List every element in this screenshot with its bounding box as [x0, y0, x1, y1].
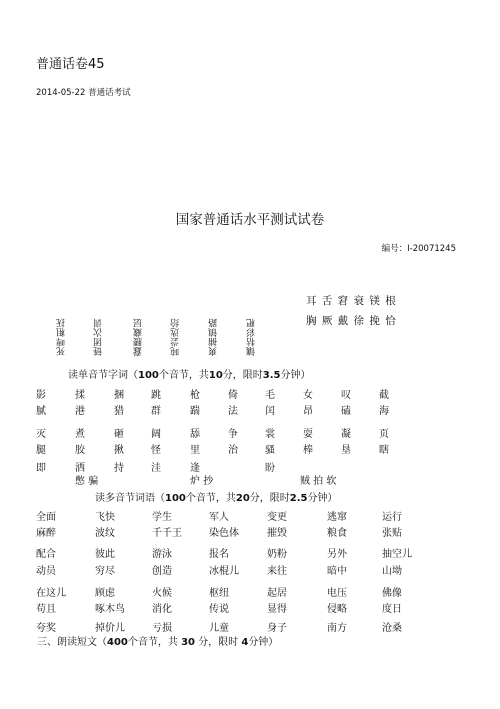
mono-char: 捆: [114, 390, 124, 401]
multi-word: 飞快: [95, 512, 115, 523]
section-reading-heading: 三、朗读短文（400个音节，共 30 分，限时 4分钟）: [37, 637, 279, 648]
mono-char: 踹: [190, 406, 200, 417]
section-mono-heading: 读单音节字词（100个音节，共10分，限时3.5分钟）: [68, 370, 311, 381]
mono-char: 揉: [75, 390, 85, 401]
mono-char: 里: [190, 445, 200, 456]
serial-number: 编号：I-20071245: [381, 244, 456, 254]
mono-char: 裳: [265, 429, 275, 440]
mono-char: 争: [228, 429, 238, 440]
multi-word: 粮食: [327, 528, 347, 539]
document-title: 普通话卷45: [36, 57, 105, 72]
mono-char: 跳: [151, 390, 161, 401]
document-subtitle: 2014-05-22 普通话考试: [36, 88, 131, 98]
multi-word: 儿童: [209, 623, 229, 634]
multi-word: 另外: [327, 549, 347, 560]
multi-word: 全面: [36, 512, 56, 523]
multi-word: 逃窜: [327, 512, 347, 523]
multi-word: 麻醉: [36, 528, 56, 539]
multi-word: 军人: [209, 512, 229, 523]
mono-char: 怪: [151, 445, 161, 456]
mono-char: 舔: [190, 429, 200, 440]
multi-word: 消化: [152, 604, 172, 615]
mono-char: 腿: [36, 445, 46, 456]
multi-word: 南方: [327, 623, 347, 634]
mono-char: 灭: [36, 429, 46, 440]
multi-word: 彼此: [95, 549, 115, 560]
multi-word: 身子: [267, 623, 287, 634]
mono-char: 腻: [36, 406, 46, 417]
multi-word: 掉价儿: [95, 623, 125, 634]
multi-word: 枢纽: [209, 588, 229, 599]
multi-word: 奶粉: [267, 549, 287, 560]
multi-word: 啄木鸟: [95, 604, 125, 615]
multi-word: 运行: [382, 512, 402, 523]
multi-word: 火候: [152, 588, 172, 599]
mono-char: 闰: [265, 406, 275, 417]
vertical-word-4: 吨尝选给: [171, 318, 181, 356]
multi-word: 亏损: [152, 623, 172, 634]
multi-word: 游泳: [152, 549, 172, 560]
extra-chars-2: 炉 抄: [190, 476, 214, 487]
vertical-word-1: 死啤粗抚: [57, 318, 67, 356]
vertical-word-5: 爽捕镇路: [209, 318, 219, 356]
mono-char: 港: [75, 406, 85, 417]
multi-word: 电压: [327, 588, 347, 599]
mono-char: 洼: [151, 463, 161, 474]
multi-word: 变更: [267, 512, 287, 523]
multi-word: 山坳: [382, 566, 402, 577]
multi-word: 佛像: [382, 588, 402, 599]
multi-word: 配合: [36, 549, 56, 560]
vertical-word-6: 镶牯彩粑: [247, 318, 257, 356]
mono-char: 枪: [190, 390, 200, 401]
mono-char: 女: [303, 390, 313, 401]
multi-word: 沧桑: [382, 623, 402, 634]
mono-char: 棒: [303, 445, 313, 456]
multi-word: 抽空儿: [382, 549, 412, 560]
multi-word: 千千王: [152, 528, 182, 539]
mono-char: 倚: [228, 390, 238, 401]
mono-char: 揪: [114, 445, 124, 456]
multi-word: 穷尽: [95, 566, 115, 577]
multi-word: 传说: [209, 604, 229, 615]
mono-char: 即: [36, 463, 46, 474]
mono-char: 煮: [75, 429, 85, 440]
multi-word: 来往: [267, 566, 287, 577]
right-chars-line-1: 耳 舌 窘 衰 镁 根: [306, 295, 397, 307]
mono-char: 叹: [341, 390, 351, 401]
multi-word: 冰棍儿: [209, 566, 239, 577]
multi-word: 显得: [267, 604, 287, 615]
mono-char: 毛: [265, 390, 275, 401]
multi-word: 学生: [152, 512, 172, 523]
multi-word: 张贴: [382, 528, 402, 539]
extra-chars-3: 贼 拍 软: [300, 476, 337, 487]
mono-char: 胶: [75, 445, 85, 456]
extra-chars-1: 憋 骗: [75, 476, 99, 487]
mono-char: 影: [36, 390, 46, 401]
right-chars-line-2: 胸 厥 戴 徐 挽 恰: [306, 315, 397, 327]
multi-word: 波纹: [95, 528, 115, 539]
multi-word: 创造: [152, 566, 172, 577]
mono-char: 截: [379, 390, 389, 401]
multi-word: 顾虑: [95, 588, 115, 599]
vertical-word-2: 链团次训: [94, 318, 104, 356]
multi-word: 度日: [382, 604, 402, 615]
mono-char: 页: [379, 429, 389, 440]
mono-char: 盼: [265, 463, 275, 474]
mono-char: 洒: [75, 463, 85, 474]
mono-char: 凝: [341, 429, 351, 440]
multi-word: 暗中: [327, 566, 347, 577]
mono-char: 瞎: [379, 445, 389, 456]
mono-char: 骚: [265, 445, 275, 456]
mono-char: 持: [114, 463, 124, 474]
section-multi-heading: 读多音节词语（100个音节，共20分，限时2.5分钟）: [95, 493, 338, 504]
multi-word: 苟且: [36, 604, 56, 615]
mono-char: 垦: [341, 445, 351, 456]
multi-word: 染色体: [209, 528, 239, 539]
mono-char: 猎: [114, 406, 124, 417]
multi-word: 起居: [267, 588, 287, 599]
vertical-word-3: 蠢腰藏层: [134, 318, 144, 356]
multi-word: 动员: [36, 566, 56, 577]
multi-word: 侵略: [327, 604, 347, 615]
mono-char: 昂: [303, 406, 313, 417]
multi-word: 报名: [209, 549, 229, 560]
mono-char: 海: [379, 406, 389, 417]
multi-word: 在这儿: [36, 588, 66, 599]
mono-char: 砸: [114, 429, 124, 440]
mono-char: 耍: [303, 429, 313, 440]
mono-char: 群: [151, 406, 161, 417]
mono-char: 治: [228, 445, 238, 456]
mono-char: 法: [228, 406, 238, 417]
mono-char: 磕: [341, 406, 351, 417]
mono-char: 阔: [151, 429, 161, 440]
paper-title: 国家普通话水平测试试卷: [175, 212, 325, 228]
mono-char: 逢: [190, 463, 200, 474]
multi-word: 摧毁: [267, 528, 287, 539]
multi-word: 夸奖: [36, 623, 56, 634]
